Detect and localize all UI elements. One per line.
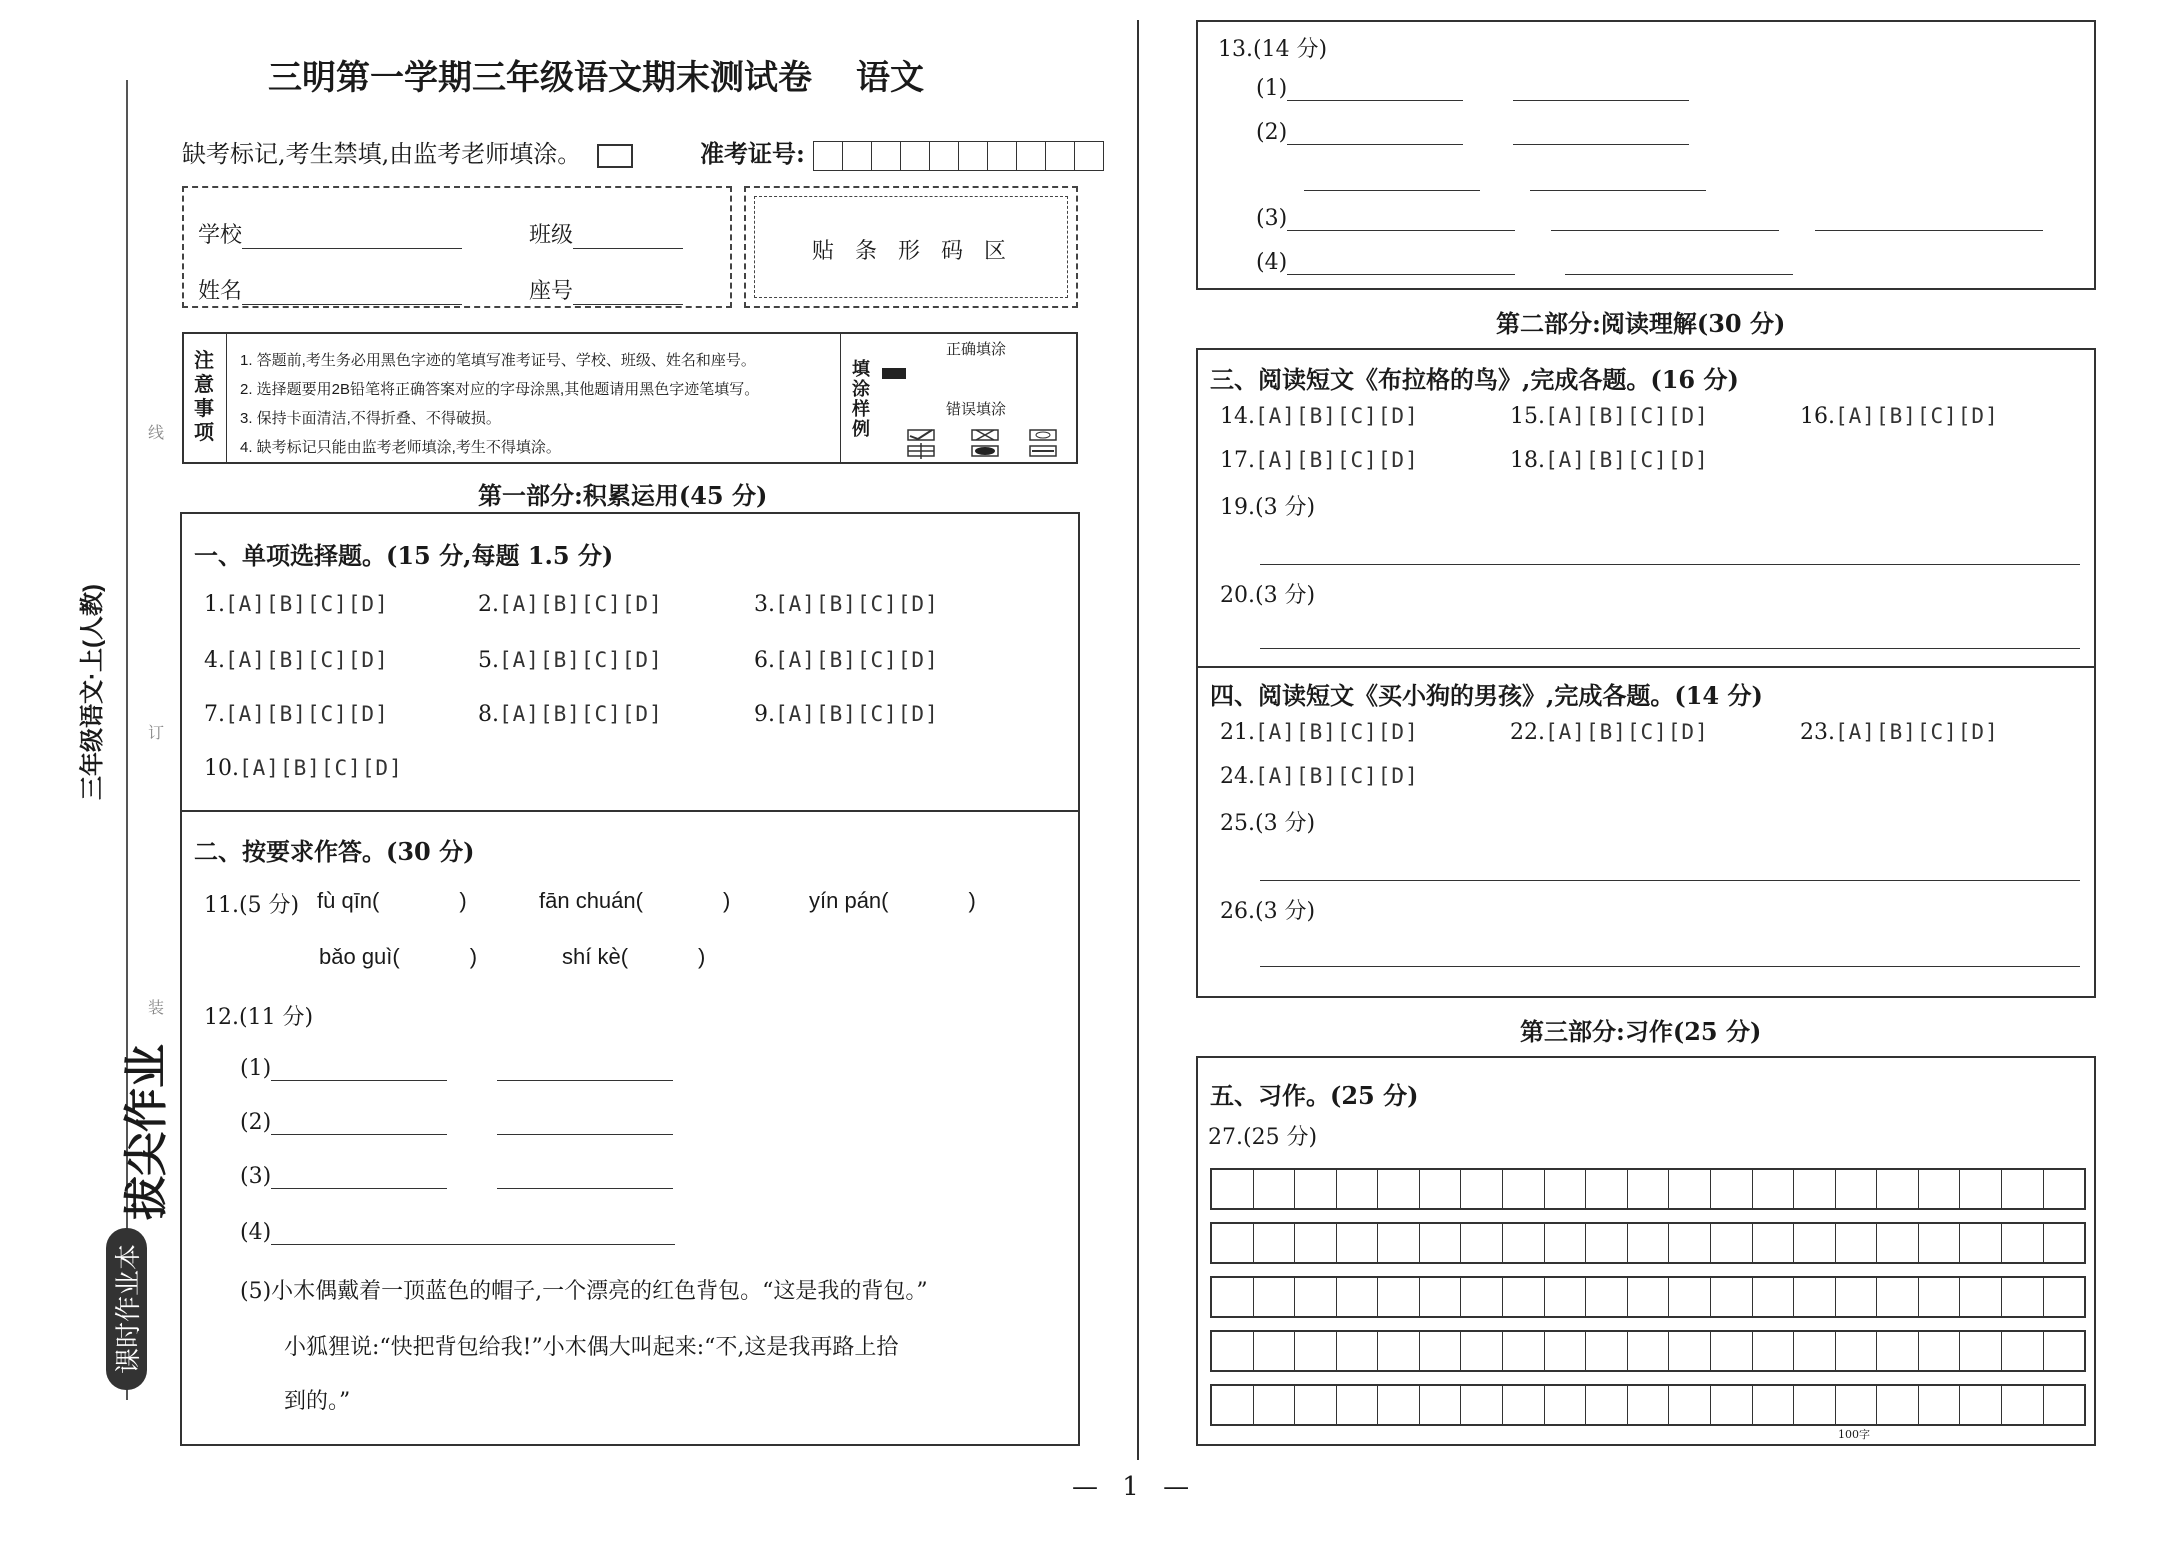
binding-margin — [50, 80, 180, 1400]
sec3-title: 三、阅读短文《布拉格的鸟》,完成各题。(16 分) — [1210, 365, 1739, 394]
q13-label: 13.(14 分) — [1218, 37, 1328, 62]
answer-line[interactable] — [1260, 564, 2080, 565]
student-info-box — [182, 186, 732, 308]
q12-sub[interactable]: (2) — [240, 1110, 673, 1135]
cut-line-label: 装 — [148, 998, 165, 1017]
mc-row[interactable]: 2.[A][B][C][D] — [478, 592, 663, 617]
q13-box — [1196, 20, 2096, 290]
composition-grid-row[interactable] — [1210, 1384, 2086, 1426]
exam-id-cells[interactable] — [813, 141, 1104, 171]
mc-row[interactable]: 22.[A][B][C][D] — [1510, 720, 1709, 745]
notes-box — [182, 332, 1078, 464]
mc-row[interactable]: 23.[A][B][C][D] — [1800, 720, 1999, 745]
sec4-title: 四、阅读短文《买小狗的男孩》,完成各题。(14 分) — [1210, 681, 1763, 710]
pinyin-item[interactable]: shí kè( ) — [562, 944, 706, 969]
mc-row[interactable]: 9.[A][B][C][D] — [754, 702, 939, 727]
mc-row[interactable]: 1.[A][B][C][D] — [204, 592, 389, 617]
pinyin-item[interactable]: yín pán( ) — [809, 888, 976, 913]
composition-grid-row[interactable] — [1210, 1276, 2086, 1318]
note-item: 1. 答题前,考生务必用黑色字迹的笔填写准考证号、学校、班级、姓名和座号。 — [240, 352, 756, 369]
q13-sub[interactable]: (3) — [1256, 206, 2043, 231]
mc-row[interactable]: 5.[A][B][C][D] — [478, 648, 663, 673]
q11-label: 11.(5 分) — [204, 893, 300, 918]
mc-row[interactable]: 7.[A][B][C][D] — [204, 702, 389, 727]
cut-line-label: 订 — [148, 723, 165, 742]
mc-row[interactable]: 17.[A][B][C][D] — [1220, 448, 1419, 473]
q12-label: 12.(11 分) — [204, 1005, 314, 1030]
mc-row[interactable]: 4.[A][B][C][D] — [204, 648, 389, 673]
subject-label: 三年级语文·上(人教) — [79, 584, 106, 800]
q25-label: 25.(3 分) — [1220, 811, 1316, 836]
mc-row[interactable]: 24.[A][B][C][D] — [1220, 764, 1419, 789]
part3-box — [1196, 1056, 2096, 1446]
part2-title: 第二部分:阅读理解(30 分) — [1496, 309, 1786, 338]
answer-line[interactable] — [1260, 648, 2080, 649]
brand-badge: 课时作业本 — [106, 1228, 147, 1390]
word-count-mark: 100字 — [1838, 1428, 1870, 1441]
sec1-title: 一、单项选择题。(15 分,每题 1.5 分) — [194, 541, 614, 570]
mc-row[interactable]: 14.[A][B][C][D] — [1220, 404, 1419, 429]
wrong-fill-label: 错误填涂 — [946, 401, 1007, 418]
wrong-fill-samples — [904, 428, 1064, 460]
part3-title: 第三部分:习作(25 分) — [1520, 1017, 1762, 1046]
note-item: 2. 选择题要用2B铅笔将正确答案对应的字母涂黑,其他题请用黑色字迹笔填写。 — [240, 381, 760, 398]
barcode-area — [744, 186, 1078, 308]
absent-note: 缺考标记,考生禁填,由监考老师填涂。 — [182, 134, 633, 169]
pinyin-item[interactable]: fān chuán( ) — [539, 888, 731, 913]
q12-sub[interactable]: (4) — [240, 1220, 675, 1245]
cut-line-label: 线 — [148, 423, 165, 442]
q12-5-text: (5)小木偶戴着一顶蓝色的帽子,一个漂亮的红色背包。“这是我的背包。” — [240, 1279, 928, 1304]
q13-sub[interactable]: (2) — [1256, 120, 1689, 145]
pinyin-item[interactable]: fù qīn( ) — [317, 888, 467, 913]
note-item: 4. 缺考标记只能由监考老师填涂,考生不得填涂。 — [240, 439, 561, 456]
part1-title: 第一部分:积累运用(45 分) — [478, 481, 768, 510]
notes-heading: 注 意 事 项 — [194, 348, 214, 444]
q26-label: 26.(3 分) — [1220, 899, 1316, 924]
q12-5-text: 小狐狸说:“快把背包给我!”小木偶大叫起来:“不,这是我再路上拾 — [284, 1335, 899, 1360]
sec2-title: 二、按要求作答。(30 分) — [194, 837, 475, 866]
mc-row[interactable]: 3.[A][B][C][D] — [754, 592, 939, 617]
mc-row[interactable]: 8.[A][B][C][D] — [478, 702, 663, 727]
q12-sub[interactable]: (1) — [240, 1056, 673, 1081]
composition-grid-row[interactable] — [1210, 1222, 2086, 1264]
correct-fill-label: 正确填涂 — [946, 341, 1007, 358]
part1-box — [180, 512, 1080, 1446]
answer-line[interactable] — [1260, 880, 2080, 881]
seat-field[interactable]: 座号 — [529, 274, 683, 305]
q12-sub[interactable]: (3) — [240, 1164, 673, 1189]
mc-row[interactable]: 21.[A][B][C][D] — [1220, 720, 1419, 745]
mc-row[interactable]: 16.[A][B][C][D] — [1800, 404, 1999, 429]
mc-row[interactable]: 18.[A][B][C][D] — [1510, 448, 1709, 473]
school-field[interactable]: 学校 — [198, 218, 462, 249]
class-field[interactable]: 班级 — [529, 218, 683, 249]
mc-row[interactable]: 10.[A][B][C][D] — [204, 756, 403, 781]
barcode-label: 贴 条 形 码 区 — [812, 239, 1006, 264]
name-field[interactable]: 姓名 — [198, 274, 462, 305]
mc-row[interactable]: 6.[A][B][C][D] — [754, 648, 939, 673]
absent-checkbox[interactable] — [597, 144, 633, 168]
q19-label: 19.(3 分) — [1220, 495, 1316, 520]
sec5-title: 五、习作。(25 分) — [1210, 1081, 1419, 1110]
sample-label: 填 涂 样 例 — [852, 359, 870, 440]
correct-fill-sample — [882, 368, 906, 379]
pinyin-item[interactable]: bǎo guì( ) — [319, 944, 478, 969]
note-item: 3. 保持卡面清洁,不得折叠、不得破损。 — [240, 410, 501, 427]
q20-label: 20.(3 分) — [1220, 583, 1316, 608]
q27-label: 27.(25 分) — [1208, 1125, 1318, 1150]
mc-row[interactable]: 15.[A][B][C][D] — [1510, 404, 1709, 429]
page-title: 三明第一学期三年级语文期末测试卷 语文 — [268, 58, 924, 98]
answer-line[interactable] — [1260, 966, 2080, 967]
brand-big: 拔尖作业 — [122, 1044, 171, 1220]
q12-5-text: 到的。” — [284, 1389, 351, 1414]
part2-box — [1196, 348, 2096, 998]
q13-sub[interactable]: (1) — [1256, 76, 1689, 101]
composition-grid-row[interactable] — [1210, 1330, 2086, 1372]
q13-sub[interactable]: (4) — [1256, 250, 1793, 275]
page-divider — [1137, 20, 1139, 1460]
composition-grid-row[interactable] — [1210, 1168, 2086, 1210]
page-number: — 1 — — [1072, 1472, 1198, 1502]
exam-id: 准考证号: — [700, 134, 1104, 171]
